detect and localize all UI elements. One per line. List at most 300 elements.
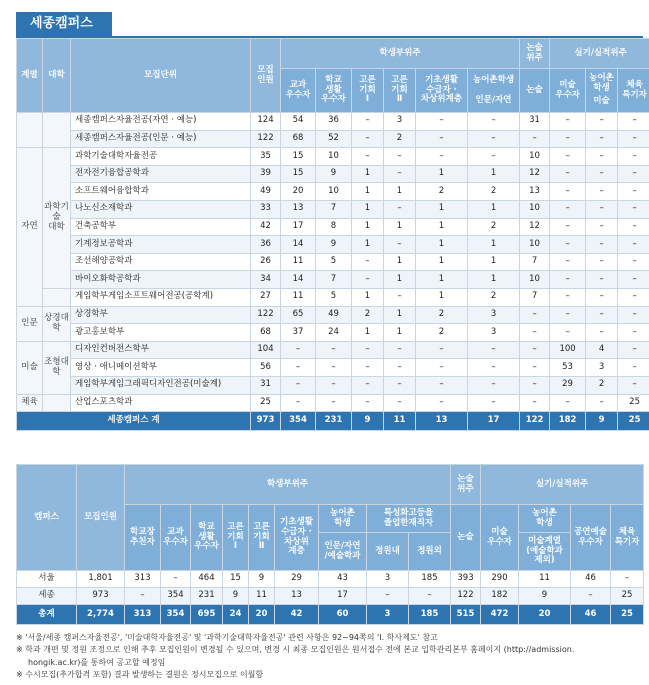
table-row — [17, 218, 649, 236]
value-cell: 12 — [520, 165, 550, 183]
value-cell: – — [352, 394, 384, 412]
unit-name-cell: 디자인컨버전스학부 — [71, 341, 251, 359]
value-cell: 122 — [251, 306, 281, 324]
value-cell: – — [550, 218, 586, 236]
table-row — [17, 253, 649, 271]
value-cell: – — [416, 376, 468, 394]
header-basic-livelihood-2: 기초생활 수급자 · 차상위 계층 — [275, 505, 319, 571]
value-cell: – — [550, 200, 586, 218]
header-art-excellence-2: 미술 우수자 — [481, 505, 519, 571]
header-practical-group: 실기/실적위주 — [550, 39, 649, 69]
total-value: 695 — [191, 605, 223, 625]
value-cell: 354 — [161, 588, 191, 605]
value-cell: – — [281, 341, 316, 359]
total-label: 총계 — [17, 605, 77, 625]
footnotes — [16, 632, 643, 682]
value-cell: 1 — [468, 271, 520, 289]
value-cell: – — [520, 341, 550, 359]
unit-name-cell: 기계정보공학과 — [71, 236, 251, 254]
value-cell: 31 — [251, 376, 281, 394]
value-cell: – — [384, 165, 416, 183]
value-cell: 464 — [191, 571, 223, 588]
value-cell: 3 — [367, 571, 409, 588]
value-cell: 1 — [352, 324, 384, 342]
value-cell: – — [611, 571, 644, 588]
value-cell: 973 — [77, 588, 125, 605]
value-cell: 7 — [520, 288, 550, 306]
value-cell: 10 — [316, 148, 352, 166]
college-cell — [43, 394, 71, 412]
field-cell: 인문 — [17, 306, 43, 341]
value-cell: – — [550, 113, 586, 131]
value-cell: – — [586, 113, 618, 131]
value-cell: 17 — [319, 588, 367, 605]
header-basic-livelihood: 기초생활 수급자 · 차상위계층 — [416, 69, 468, 113]
value-cell: 104 — [251, 341, 281, 359]
value-cell: 1 — [416, 165, 468, 183]
header-art-field: 미술계열 (예술학과 제외) — [519, 533, 571, 571]
value-cell: – — [281, 376, 316, 394]
total-value: 9 — [586, 412, 618, 431]
value-cell: – — [367, 588, 409, 605]
value-cell: 2 — [468, 288, 520, 306]
value-cell: – — [550, 183, 586, 201]
value-cell: 14 — [281, 271, 316, 289]
value-cell: 11 — [281, 288, 316, 306]
value-cell: – — [550, 253, 586, 271]
value-cell: – — [586, 165, 618, 183]
value-cell: 33 — [251, 200, 281, 218]
value-cell: 1 — [352, 200, 384, 218]
value-cell: 1 — [468, 165, 520, 183]
value-cell: – — [618, 359, 649, 377]
campus-title-tab: 세종캠퍼스 — [16, 12, 112, 36]
sejong-admission-table — [16, 38, 649, 431]
value-cell: 25 — [618, 394, 649, 412]
value-cell: 10 — [316, 183, 352, 201]
value-cell: 1,801 — [77, 571, 125, 588]
field-cell — [17, 113, 43, 148]
value-cell: 68 — [251, 324, 281, 342]
value-cell: 3 — [586, 359, 618, 377]
value-cell: – — [352, 376, 384, 394]
value-cell: – — [416, 394, 468, 412]
value-cell: 17 — [281, 218, 316, 236]
total-value: 17 — [468, 412, 520, 431]
value-cell: – — [618, 306, 649, 324]
value-cell: – — [618, 183, 649, 201]
value-cell: 10 — [520, 236, 550, 254]
value-cell: 1 — [416, 218, 468, 236]
value-cell: – — [586, 288, 618, 306]
header-equal-opportunity-1: 고른 기회 Ⅰ — [352, 69, 384, 113]
header-student-record-group-2: 학생부위주 — [125, 465, 451, 505]
header-student-record-group: 학생부위주 — [281, 39, 520, 69]
value-cell: 1 — [468, 200, 520, 218]
value-cell: – — [384, 394, 416, 412]
value-cell: 2 — [586, 376, 618, 394]
header-practical-group-2: 실기/실적위주 — [481, 465, 644, 505]
value-cell: 7 — [520, 253, 550, 271]
value-cell: 2 — [468, 183, 520, 201]
value-cell: 1 — [468, 253, 520, 271]
header-essay-group-2: 논술 위주 — [451, 465, 481, 505]
unit-name-cell: 게임학부게임소프트웨어전공(공학계) — [71, 288, 251, 306]
unit-name-cell: 바이오화학공학과 — [71, 271, 251, 289]
value-cell: 15 — [281, 165, 316, 183]
value-cell: 122 — [451, 588, 481, 605]
table-row — [17, 165, 649, 183]
total-value: 472 — [481, 605, 519, 625]
total-value: 60 — [319, 605, 367, 625]
value-cell: 9 — [519, 588, 571, 605]
field-cell: 체육 — [17, 394, 43, 412]
total-value: 313 — [125, 605, 161, 625]
value-cell: – — [416, 148, 468, 166]
value-cell: 43 — [319, 571, 367, 588]
value-cell: – — [618, 165, 649, 183]
value-cell: 1 — [468, 236, 520, 254]
total-value: 354 — [161, 605, 191, 625]
value-cell: 2 — [416, 324, 468, 342]
total-value: 122 — [520, 412, 550, 431]
value-cell: 5 — [316, 253, 352, 271]
value-cell: – — [586, 271, 618, 289]
value-cell: 36 — [316, 113, 352, 131]
value-cell: – — [520, 306, 550, 324]
value-cell: 1 — [384, 306, 416, 324]
value-cell: 14 — [281, 236, 316, 254]
total-value: 25 — [618, 412, 649, 431]
unit-name-cell: 과학기술대학자율전공 — [71, 148, 251, 166]
value-cell: – — [550, 394, 586, 412]
header-sports-2: 체육 특기자 — [611, 505, 644, 571]
value-cell: 231 — [191, 588, 223, 605]
value-cell: – — [520, 359, 550, 377]
total-value: 973 — [251, 412, 281, 431]
total-value: 20 — [249, 605, 275, 625]
value-cell: – — [618, 324, 649, 342]
value-cell: – — [550, 324, 586, 342]
table-row — [17, 183, 649, 201]
value-cell: 13 — [275, 588, 319, 605]
value-cell: – — [352, 148, 384, 166]
campus-cell: 서울 — [17, 571, 77, 588]
value-cell: – — [416, 359, 468, 377]
value-cell: – — [416, 130, 468, 148]
total-value: 25 — [611, 605, 644, 625]
header-school-life: 학교 생활 우수자 — [316, 69, 352, 113]
value-cell: – — [352, 271, 384, 289]
table-row — [17, 588, 644, 605]
total-value: 42 — [275, 605, 319, 625]
value-cell: 2 — [352, 306, 384, 324]
value-cell: 9 — [316, 165, 352, 183]
value-cell: 24 — [316, 324, 352, 342]
value-cell: – — [384, 200, 416, 218]
header-equal-opportunity-2-2: 고른 기회 Ⅱ — [249, 505, 275, 571]
value-cell: – — [416, 341, 468, 359]
unit-name-cell: 조선해양공학과 — [71, 253, 251, 271]
value-cell: 11 — [249, 588, 275, 605]
value-cell: 1 — [384, 324, 416, 342]
value-cell: – — [618, 253, 649, 271]
value-cell: 10 — [520, 148, 550, 166]
table-row — [17, 394, 649, 412]
header-essay: 논술 — [520, 69, 550, 113]
value-cell: 9 — [316, 236, 352, 254]
value-cell: 4 — [586, 341, 618, 359]
value-cell: – — [618, 218, 649, 236]
value-cell: – — [468, 376, 520, 394]
header-equal-opportunity-1-2: 고른 기회 Ⅰ — [223, 505, 249, 571]
value-cell: 25 — [611, 588, 644, 605]
value-cell: 1 — [416, 236, 468, 254]
field-cell: 미술 — [17, 341, 43, 394]
unit-name-cell: 광고홍보학부 — [71, 324, 251, 342]
value-cell: – — [618, 288, 649, 306]
value-cell: – — [586, 236, 618, 254]
value-cell: 52 — [316, 130, 352, 148]
value-cell: – — [384, 288, 416, 306]
value-cell: – — [384, 341, 416, 359]
value-cell: 39 — [251, 165, 281, 183]
value-cell: 26 — [251, 253, 281, 271]
value-cell: 100 — [550, 341, 586, 359]
value-cell: 53 — [550, 359, 586, 377]
value-cell: – — [618, 130, 649, 148]
table-row — [17, 376, 649, 394]
value-cell: – — [550, 288, 586, 306]
table-row — [17, 306, 649, 324]
total-value: 2,774 — [77, 605, 125, 625]
footnote-2-cont: hongik.ac.kr)를 통하여 공고할 예정임 — [28, 657, 166, 667]
header-rural-art-sub: 미술 — [593, 96, 610, 107]
value-cell: 1 — [384, 183, 416, 201]
value-cell: 8 — [316, 218, 352, 236]
college-cell: 상경대학 — [43, 306, 71, 341]
value-cell: 9 — [223, 588, 249, 605]
value-cell: – — [281, 359, 316, 377]
total-value: 231 — [316, 412, 352, 431]
unit-name-cell: 나노신소재학과 — [71, 200, 251, 218]
value-cell: – — [125, 588, 161, 605]
value-cell: – — [586, 130, 618, 148]
total-value: 182 — [550, 412, 586, 431]
footnote-3: ※ 수시모집(추가합격 포함) 결과 발생하는 결원은 정시모집으로 이월함 — [16, 670, 264, 680]
value-cell: 10 — [520, 200, 550, 218]
value-cell: – — [352, 113, 384, 131]
value-cell: – — [316, 341, 352, 359]
unit-name-cell: 세종캠퍼스자율전공(자연 · 예능) — [71, 113, 251, 131]
unit-name-cell: 소프트웨어융합학과 — [71, 183, 251, 201]
table-row — [17, 271, 649, 289]
value-cell: – — [586, 218, 618, 236]
header-unit: 모집단위 — [71, 39, 251, 113]
unit-name-cell: 게임학부게임그래픽디자인전공(미술계) — [71, 376, 251, 394]
grand-total-row — [17, 605, 644, 625]
total-row — [17, 412, 649, 431]
value-cell: – — [520, 324, 550, 342]
value-cell: 1 — [352, 218, 384, 236]
value-cell: 46 — [571, 571, 611, 588]
value-cell: 35 — [251, 148, 281, 166]
table-row — [17, 359, 649, 377]
value-cell: – — [161, 571, 191, 588]
value-cell: – — [384, 376, 416, 394]
value-cell: 1 — [416, 288, 468, 306]
value-cell: 290 — [481, 571, 519, 588]
header-rural-students — [468, 69, 520, 113]
header-rural-art-2: 농어촌 학생 — [519, 505, 571, 533]
value-cell: 37 — [281, 324, 316, 342]
total-label: 세종캠퍼스 계 — [17, 412, 251, 431]
college-cell: 조형대학 — [43, 341, 71, 394]
value-cell: – — [468, 341, 520, 359]
value-cell: – — [550, 306, 586, 324]
footnote-2: ※ 학과 개편 및 정원 조정으로 인해 추후 모집인원이 변경될 수 있으며, 변경 시 최종 모집인원은 원서접수 전에 본교 입학관리본부 홈페이지 (http://admission. — [16, 645, 575, 655]
value-cell: – — [520, 394, 550, 412]
table-row — [17, 113, 649, 131]
value-cell: 7 — [316, 271, 352, 289]
header-outside-quota: 정원외 — [409, 533, 451, 571]
value-cell: – — [352, 341, 384, 359]
value-cell: 1 — [352, 236, 384, 254]
unit-name-cell: 전자전기융합공학과 — [71, 165, 251, 183]
unit-name-cell: 영상 · 애니메이션학부 — [71, 359, 251, 377]
value-cell: – — [468, 394, 520, 412]
value-cell: – — [618, 236, 649, 254]
header-performing-arts: 공연예술 우수자 — [571, 505, 611, 571]
header-vocational-workers: 특성화고등을 졸업한재직자 — [367, 505, 451, 533]
value-cell: 68 — [281, 130, 316, 148]
value-cell: – — [520, 376, 550, 394]
header-field: 계열 — [17, 39, 43, 113]
value-cell: – — [352, 130, 384, 148]
value-cell: 124 — [251, 113, 281, 131]
total-value: 354 — [281, 412, 316, 431]
header-college: 대학 — [43, 39, 71, 113]
value-cell: – — [550, 148, 586, 166]
total-value: 20 — [519, 605, 571, 625]
value-cell: 20 — [281, 183, 316, 201]
unit-name-cell: 상경학부 — [71, 306, 251, 324]
header-rural-students-2: 농어촌 학생 — [319, 505, 367, 533]
value-cell: – — [316, 376, 352, 394]
value-cell: 36 — [251, 236, 281, 254]
total-value: 185 — [409, 605, 451, 625]
total-value: 3 — [367, 605, 409, 625]
value-cell: 1 — [416, 271, 468, 289]
value-cell: – — [586, 253, 618, 271]
value-cell: 1 — [352, 165, 384, 183]
header-rural-art — [586, 69, 618, 113]
value-cell: 2 — [416, 183, 468, 201]
college-cell — [43, 288, 71, 306]
value-cell: 31 — [520, 113, 550, 131]
value-cell: 1 — [416, 253, 468, 271]
header-subject-excellence: 교과 우수자 — [281, 69, 316, 113]
value-cell: 1 — [384, 218, 416, 236]
header-sports: 체육 특기자 — [618, 69, 649, 113]
value-cell: 54 — [281, 113, 316, 131]
value-cell: – — [468, 113, 520, 131]
value-cell: – — [618, 271, 649, 289]
total-value: 13 — [416, 412, 468, 431]
value-cell: – — [352, 253, 384, 271]
value-cell: 49 — [316, 306, 352, 324]
header-rural-art-label: 농어촌 학생 — [589, 72, 614, 93]
value-cell: 5 — [316, 288, 352, 306]
unit-name-cell: 건축공학부 — [71, 218, 251, 236]
header-rural-sub: 인문/자연 /예술학과 — [319, 533, 367, 571]
table-row — [17, 130, 649, 148]
value-cell: – — [618, 376, 649, 394]
total-value: 46 — [571, 605, 611, 625]
value-cell: – — [586, 183, 618, 201]
value-cell: – — [550, 165, 586, 183]
header-essay-group: 논술 위주 — [520, 39, 550, 69]
value-cell: – — [316, 359, 352, 377]
value-cell: 10 — [520, 271, 550, 289]
value-cell: 34 — [251, 271, 281, 289]
header-total-quota: 모집인원 — [77, 465, 125, 571]
header-rural-students-sub: 인문/자연 — [475, 94, 512, 105]
value-cell: 2 — [468, 218, 520, 236]
value-cell: 56 — [251, 359, 281, 377]
value-cell: 12 — [520, 218, 550, 236]
value-cell: 185 — [409, 571, 451, 588]
unit-name-cell: 세종캠퍼스자율전공(인문 · 예능) — [71, 130, 251, 148]
total-value: 11 — [384, 412, 416, 431]
value-cell: 2 — [384, 130, 416, 148]
value-cell: – — [586, 306, 618, 324]
footnote-1: ※ '서울/세종 캠퍼스자율전공', '미술대학자율전공' 및 '과학기술대학자율전공' 관련 사항은 92~94쪽의 'Ⅰ. 학사제도' 참고 — [16, 633, 438, 642]
value-cell: – — [281, 394, 316, 412]
value-cell: 393 — [451, 571, 481, 588]
header-principal-recommend: 학교장 추천자 — [125, 505, 161, 571]
field-cell: 자연 — [17, 148, 43, 306]
value-cell: – — [586, 200, 618, 218]
table-row — [17, 571, 644, 588]
value-cell: 65 — [281, 306, 316, 324]
value-cell: – — [618, 200, 649, 218]
value-cell: – — [352, 359, 384, 377]
value-cell: 13 — [281, 200, 316, 218]
header-within-quota: 정원내 — [367, 533, 409, 571]
header-campus: 캠퍼스 — [17, 465, 77, 571]
value-cell: 11 — [519, 571, 571, 588]
table-row — [17, 341, 649, 359]
table-row — [17, 200, 649, 218]
total-value: 515 — [451, 605, 481, 625]
value-cell: – — [520, 130, 550, 148]
value-cell: 15 — [223, 571, 249, 588]
value-cell: 9 — [249, 571, 275, 588]
value-cell: – — [468, 130, 520, 148]
value-cell: – — [384, 148, 416, 166]
college-cell — [43, 113, 71, 148]
value-cell: – — [384, 236, 416, 254]
value-cell: – — [618, 148, 649, 166]
value-cell: – — [618, 341, 649, 359]
table-row — [17, 288, 649, 306]
value-cell: – — [550, 130, 586, 148]
table-row — [17, 324, 649, 342]
header-art-excellence: 미술 우수자 — [550, 69, 586, 113]
value-cell: – — [571, 588, 611, 605]
value-cell: 182 — [481, 588, 519, 605]
